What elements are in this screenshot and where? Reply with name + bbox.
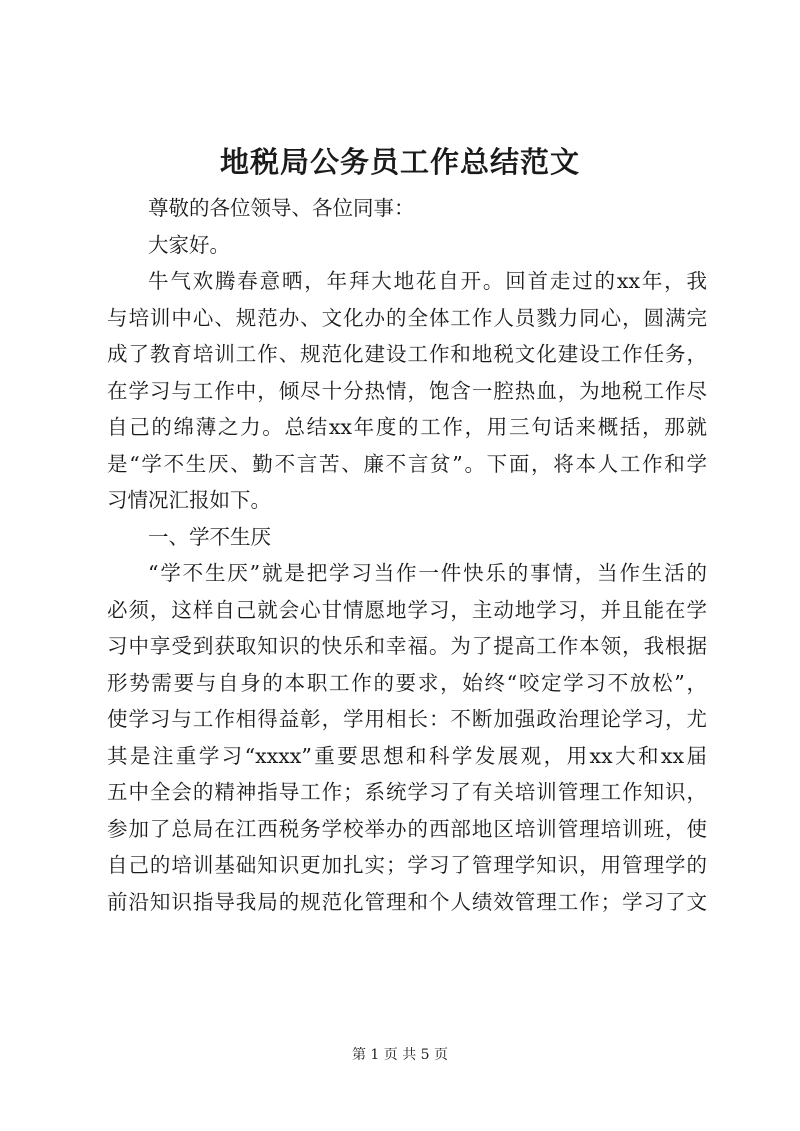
paragraph-line: 前沿知识指导我局的规范化管理和个人绩效管理工作；学习了文 [107, 889, 707, 914]
paragraph-line: 在学习与工作中，倾尽十分热情，饱含一腔热血，为地税工作尽 [107, 378, 707, 403]
paragraph-line: 自己的绵薄之力。总结xx年度的工作，用三句话来概括，那就 [107, 415, 707, 439]
document-title: 地税局公务员工作总结范文 [219, 145, 580, 179]
paragraph-line: 其是注重学习“xxxx”重要思想和科学发展观，用xx大和xx届 [107, 743, 707, 768]
paragraph-line: 使学习与工作相得益彰，学用相长：不断加强政治理论学习，尤 [107, 707, 707, 731]
paragraph-line: “学不生厌”就是把学习当作一件快乐的事情，当作生活的 [148, 561, 707, 585]
section-heading: 一、学不生厌 [148, 524, 271, 549]
paragraph-line: 形势需要与自身的本职工作的要求，始终“咬定学习不放松”， [107, 670, 707, 695]
hello-line: 大家好。 [148, 232, 230, 257]
paragraph-line: 习情况汇报如下。 [107, 488, 271, 512]
paragraph-line: 牛气欢腾春意晒，年拜大地花自开。回首走过的xx年，我 [148, 269, 707, 293]
document-body [107, 190, 707, 920]
greeting-line: 尊敬的各位领导、各位同事： [148, 196, 415, 220]
paragraph-line: 是“学不生厌、勤不言苦、廉不言贫”。下面，将本人工作和学 [107, 451, 707, 476]
paragraph-line: 成了教育培训工作、规范化建设工作和地税文化建设工作任务， [107, 342, 707, 366]
page-number-footer: 第 1 页 共 5 页 [351, 1047, 449, 1063]
paragraph-line: 五中全会的精神指导工作；系统学习了有关培训管理工作知识， [107, 780, 707, 804]
paragraph-line: 必须，这样自己就会心甘情愿地学习，主动地学习，并且能在学 [107, 597, 707, 622]
paragraph-line: 自己的培训基础知识更加扎实；学习了管理学知识，用管理学的 [107, 853, 707, 877]
paragraph-line: 与培训中心、规范办、文化办的全体工作人员戮力同心，圆满完 [107, 305, 707, 330]
paragraph-line: 参加了总局在江西税务学校举办的西部地区培训管理培训班，使 [107, 816, 707, 841]
paragraph-line: 习中享受到获取知识的快乐和幸福。为了提高工作本领，我根据 [107, 634, 707, 658]
